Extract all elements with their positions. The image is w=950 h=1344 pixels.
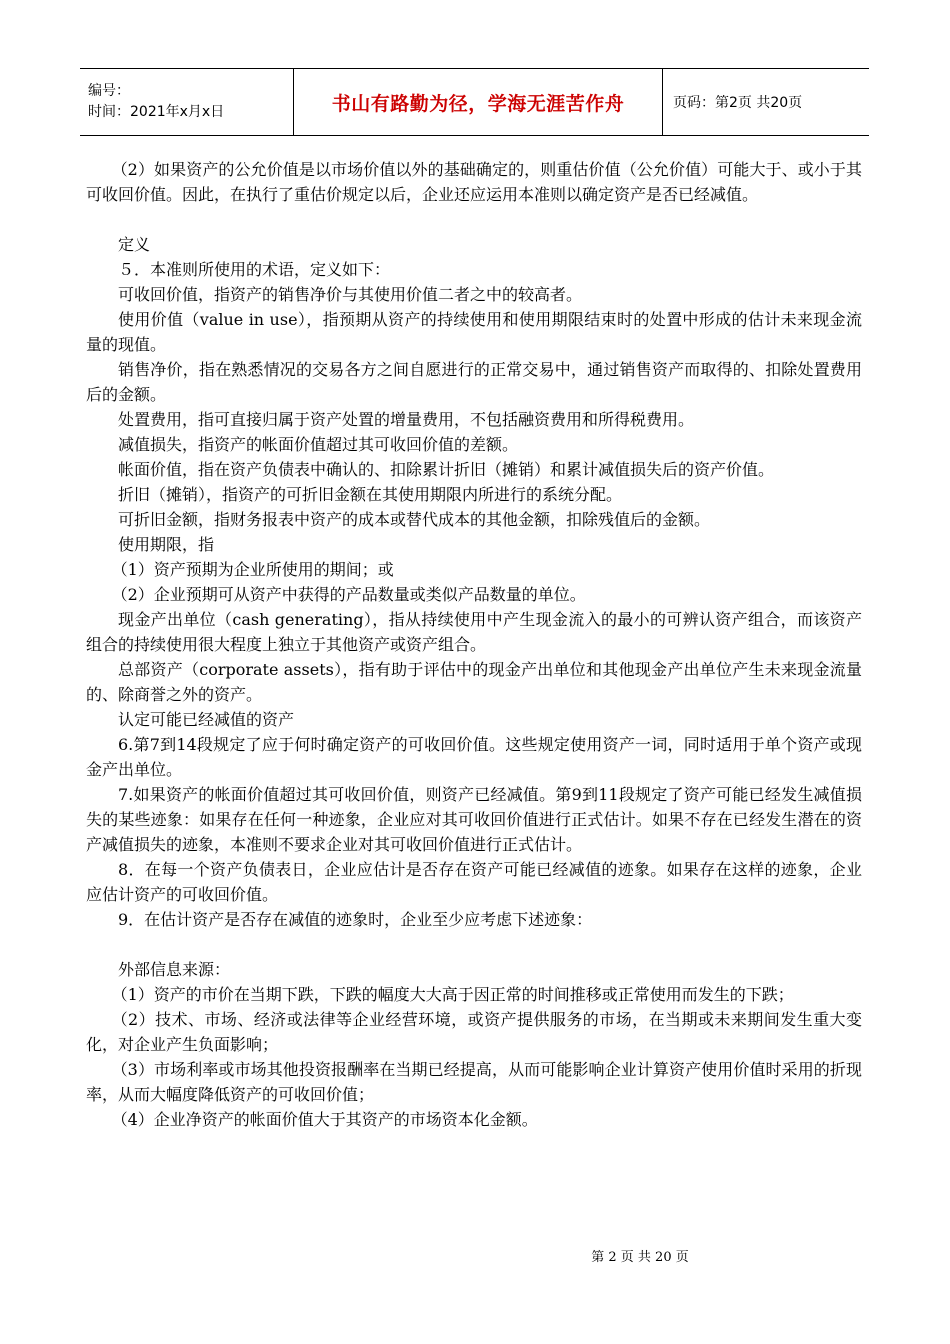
- paragraph: ５．本准则所使用的术语，定义如下：: [118, 260, 391, 279]
- paragraph: 销售净价，指在熟悉情况的交易各方之间自愿进行的正常交易中，通过销售资产而取得的、扣除处置费用后的金额。: [86, 360, 862, 404]
- section-heading: 认定可能已经减值的资产: [118, 710, 295, 729]
- blank-line: [86, 207, 862, 232]
- date-label: 时间：2021年x月x日: [88, 104, 225, 120]
- header-page-code: 页码：第2页 共20页: [663, 69, 870, 136]
- list-item: （3）市场利率或市场其他投资报酬率在当期已经提高，从而可能影响企业计算资产使用价值时采用的折现率，从而大幅度降低资产的可收回价值；: [86, 1060, 862, 1104]
- paragraph: （2）如果资产的公允价值是以市场价值以外的基础确定的，则重估价值（公允价值）可能大于、或小于其可收回价值。因此，在执行了重估价规定以后，企业还应运用本准则以确定资产是否已经减值。: [86, 160, 862, 204]
- header-motto: 书山有路勤为径，学海无涯苦作舟: [294, 69, 663, 136]
- paragraph: 6.第7到14段规定了应于何时确定资产的可收回价值。这些规定使用资产一词，同时适用于单个资产或现金产出单位。: [86, 735, 862, 779]
- paragraph: 总部资产（corporate assets），指有助于评估中的现金产出单位和其他现金产出单位产生未来现金流量的、除商誉之外的资产。: [86, 660, 862, 704]
- section-heading: 定义: [118, 235, 151, 254]
- paragraph: 8．在每一个资产负债表日，企业应估计是否存在资产可能已经减值的迹象。如果存在这样的迹象，企业应估计资产的可收回价值。: [86, 860, 862, 904]
- paragraph: 折旧（摊销），指资产的可折旧金额在其使用期限内所进行的系统分配。: [118, 485, 623, 504]
- paragraph: 现金产出单位（cash generating），指从持续使用中产生现金流入的最小的可辨认资产组合，而该资产组合的持续使用很大程度上独立于其他资产或资产组合。: [86, 610, 862, 654]
- paragraph: 帐面价值，指在资产负债表中确认的、扣除累计折旧（摊销）和累计减值损失后的资产价值。: [118, 460, 775, 479]
- paragraph: 使用期限，指: [118, 535, 215, 554]
- page-footer: 第 2 页 共 20 页: [591, 1250, 689, 1265]
- section-heading: 外部信息来源：: [118, 960, 231, 979]
- blank-line: [86, 932, 862, 957]
- list-item: （2）技术、市场、经济或法律等企业经营环境，或资产提供服务的市场，在当期或未来期间发生重大变化，对企业产生负面影响；: [86, 1010, 862, 1054]
- document-body: [86, 157, 862, 1132]
- paragraph: 使用价值（value in use），指预期从资产的持续使用和使用期限结束时的处置中形成的估计未来现金流量的现值。: [86, 310, 862, 354]
- list-item: （2）企业预期可从资产中获得的产品数量或类似产品数量的单位。: [111, 585, 586, 604]
- paragraph: 可折旧金额，指财务报表中资产的成本或替代成本的其他金额，扣除残值后的金额。: [118, 510, 711, 529]
- paragraph: 7.如果资产的帐面价值超过其可收回价值，则资产已经减值。第9到11段规定了资产可能已经发生减值损失的某些迹象：如果存在任何一种迹象，企业应对其可收回价值进行正式估计。如果不存在已经发生潜在的资产减值损失的迹象，本准则不要求企业对其可收回价值进行正式估计。: [86, 785, 862, 854]
- list-item: （4）企业净资产的帐面价值大于其资产的市场资本化金额。: [111, 1110, 538, 1129]
- header-meta: [80, 69, 294, 136]
- paragraph: 9．在估计资产是否存在减值的迹象时，企业至少应考虑下述迹象：: [118, 910, 593, 929]
- paragraph: 减值损失，指资产的帐面价值超过其可收回价值的差额。: [118, 435, 519, 454]
- list-item: （1）资产的市价在当期下跌，下跌的幅度大大高于因正常的时间推移或正常使用而发生的下跌；: [111, 985, 794, 1004]
- paragraph: 可收回价值，指资产的销售净价与其使用价值二者之中的较高者。: [118, 285, 583, 304]
- serial-label: 编号：: [88, 83, 130, 99]
- list-item: （1）资产预期为企业所使用的期间；或: [111, 560, 394, 579]
- page-header: [80, 68, 869, 136]
- paragraph: 处置费用，指可直接归属于资产处置的增量费用，不包括融资费用和所得税费用。: [118, 410, 695, 429]
